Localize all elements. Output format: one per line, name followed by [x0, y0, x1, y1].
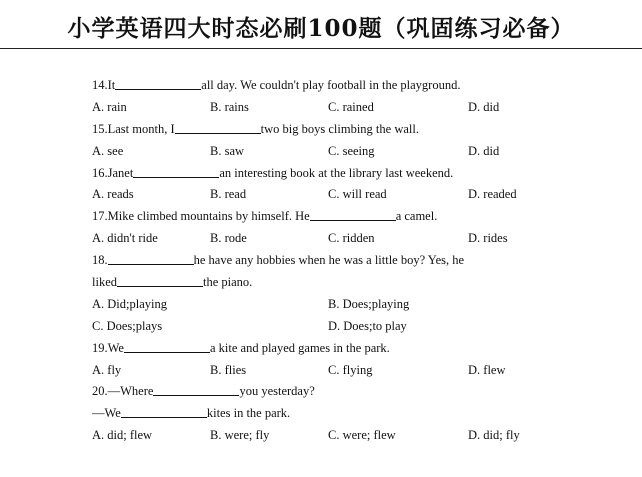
question-15-options: [92, 141, 612, 163]
question-19-options: [92, 360, 612, 382]
stem-text: 16.Janet: [92, 165, 134, 180]
stem-text: you yesterday?: [239, 384, 315, 399]
question-20-stem: [92, 381, 612, 403]
option-a: A. reads: [92, 187, 134, 202]
option-a: A. fly: [92, 362, 122, 377]
stem-text: 14.It: [92, 78, 116, 92]
question-20-options: [92, 425, 612, 447]
question-19-stem: [92, 338, 612, 360]
answer-blank: [108, 251, 194, 265]
stem-text: 17.Mike climbed mountains by himself. He: [92, 209, 310, 224]
option-b: B. rains: [210, 99, 249, 114]
option-b: B. saw: [210, 143, 245, 158]
answer-blank: [310, 207, 396, 221]
question-18-options-row1: [92, 294, 612, 316]
option-c: C. seeing: [328, 143, 375, 158]
option-b: B. rode: [210, 231, 247, 246]
question-17-stem: [92, 206, 612, 228]
stem-text: 20.—Where: [92, 384, 154, 399]
stem-text: —We: [92, 406, 121, 421]
stem-text: a camel.: [395, 209, 438, 224]
option-c: C. rained: [328, 99, 374, 114]
option-a: A. did; flew: [92, 428, 153, 443]
option-c: C. will read: [328, 187, 387, 202]
option-d: D. did; fly: [468, 428, 520, 443]
stem-text: 18.: [92, 253, 108, 268]
question-18-options-row2: [92, 316, 612, 338]
page-title: 小学英语四大时态必刷100题（巩固练习必备）: [67, 15, 575, 42]
question-18-stem: [92, 250, 612, 272]
answer-blank: [117, 273, 203, 287]
question-18-stem-continued: [92, 272, 612, 294]
stem-text: an interesting book at the library last weekend.: [219, 165, 454, 180]
option-a: A. Did;playing: [92, 296, 167, 311]
answer-blank: [133, 164, 219, 178]
option-b: B. flies: [210, 362, 247, 377]
option-a: A. see: [92, 143, 124, 158]
option-d: D. rides: [468, 231, 508, 246]
stem-text: two big boys climbing the wall.: [260, 121, 419, 136]
option-d: D. did: [468, 143, 500, 158]
question-17-options: [92, 228, 612, 250]
answer-blank: [175, 120, 261, 134]
question-14-stem: [92, 75, 612, 97]
question-20-stem-continued: [92, 403, 612, 425]
stem-text: all day. We couldn't play football in the playground.: [201, 78, 461, 92]
option-b: B. were; fly: [210, 428, 270, 443]
option-a: A. didn't ride: [92, 231, 158, 246]
answer-blank: [124, 339, 210, 353]
stem-text: kites in the park.: [206, 406, 291, 421]
stem-text: liked: [92, 275, 117, 290]
option-b: B. read: [210, 187, 247, 202]
title-divider: [0, 48, 642, 49]
stem-text: 15.Last month, I: [92, 121, 175, 136]
option-c: C. were; flew: [328, 428, 396, 443]
answer-blank: [121, 404, 207, 418]
option-b: B. Does;playing: [328, 296, 410, 311]
stem-text: a kite and played games in the park.: [209, 340, 390, 355]
option-c: C. ridden: [328, 231, 375, 246]
question-16-options: [92, 184, 612, 206]
stem-text: the piano.: [203, 275, 253, 290]
stem-text: 19.We: [92, 340, 124, 355]
option-d: D. flew: [468, 362, 506, 377]
option-c: C. Does;plays: [92, 318, 163, 333]
question-15-stem: [92, 119, 612, 141]
question-16-stem: [92, 163, 612, 185]
option-a: A. rain: [92, 99, 127, 114]
answer-blank: [153, 382, 239, 396]
option-c: C. flying: [328, 362, 373, 377]
answer-blank: [115, 76, 201, 90]
stem-text: he have any hobbies when he was a little boy? Yes, he: [193, 253, 465, 268]
option-d: D. did: [468, 99, 500, 114]
question-list: [92, 75, 612, 447]
question-14-options: [92, 97, 612, 119]
option-d: D. readed: [468, 187, 517, 202]
option-d: D. Does;to play: [328, 318, 407, 333]
